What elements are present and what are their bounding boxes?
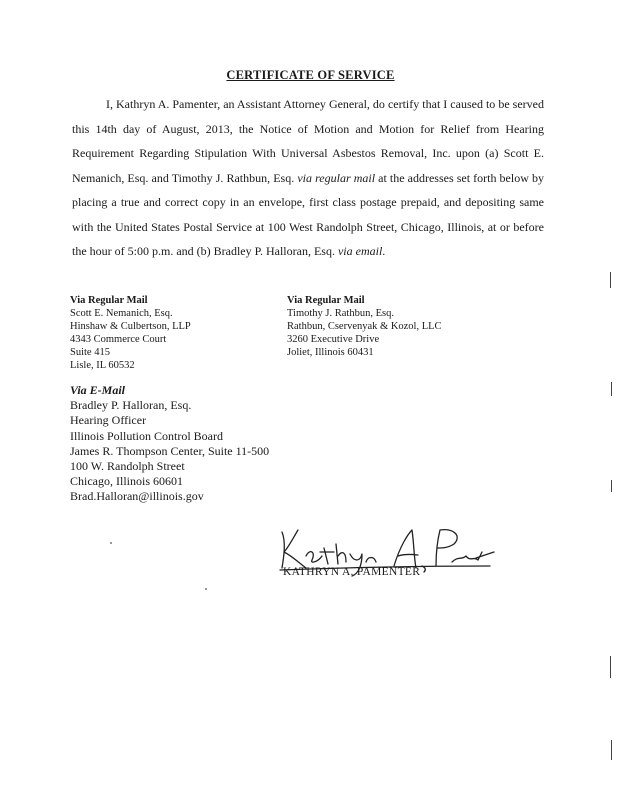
address-block-nemanich bbox=[70, 294, 191, 372]
address-line: Joliet, Illinois 60431 bbox=[287, 347, 374, 358]
body-italic-email: via email bbox=[337, 244, 383, 258]
scan-margin-mark bbox=[611, 382, 612, 396]
address-line: Hearing Officer bbox=[70, 413, 147, 428]
address-line: 100 W. Randolph Street bbox=[70, 459, 185, 474]
address-line: Illinois Pollution Control Board bbox=[70, 428, 224, 443]
address-line: Scott E. Nemanich, Esq. bbox=[70, 308, 173, 319]
address-line: Hinshaw & Culbertson, LLP bbox=[70, 321, 191, 332]
address-line: Timothy J. Rathbun, Esq. bbox=[287, 308, 394, 319]
scan-margin-mark bbox=[610, 656, 611, 678]
body-text-part-1: I, Kathryn A. Pamenter, an Assistant Attorney General, do certify that I caused to be served this 14th day of August, 2013, the Notice of Motion and Motion for Relief from Hearing Requirement Regarding Stipulation With Universal Asbestos Removal, Inc. upon (a) Scott E. Nemanich, Esq. and Timothy J. Rathbun, Esq. bbox=[72, 97, 544, 185]
signer-name: KATHRYN A. PAMENTER bbox=[283, 566, 421, 578]
address-line: 3260 Executive Drive bbox=[287, 334, 380, 345]
address-line: Chicago, Illinois 60601 bbox=[70, 474, 183, 489]
scan-margin-mark bbox=[611, 480, 612, 492]
scan-margin-mark bbox=[611, 740, 612, 760]
address-header: Via Regular Mail bbox=[70, 295, 148, 306]
address-header: Via E-Mail bbox=[70, 383, 126, 397]
body-text-end: . bbox=[382, 244, 386, 258]
address-block-rathbun bbox=[287, 294, 442, 359]
address-block-halloran bbox=[70, 383, 269, 505]
address-header: Via Regular Mail bbox=[287, 295, 365, 306]
scan-margin-mark bbox=[610, 272, 611, 288]
body-italic-regular-mail: via regular mail bbox=[297, 170, 376, 185]
address-line: James R. Thompson Center, Suite 11-500 bbox=[70, 443, 270, 458]
body-text-part-2: at the addresses set forth below by placing a true and correct copy in an envelope, first class postage prepaid, and depositing same with the United States Postal Service at 100 West Randolph Street, Chicago, Illinois, at or before the hour of 5:00 p.m. and (b) Bradley P. Halloran, Esq. bbox=[72, 170, 544, 258]
email-address: Brad.Halloran@illinois.gov bbox=[70, 489, 204, 504]
scan-speck bbox=[205, 588, 207, 590]
certificate-body bbox=[72, 92, 544, 264]
address-line: Bradley P. Halloran, Esq. bbox=[70, 398, 192, 413]
address-line: Lisle, IL 60532 bbox=[70, 360, 135, 371]
address-line: 4343 Commerce Court bbox=[70, 334, 167, 345]
address-line: Suite 415 bbox=[70, 347, 110, 358]
document-title: CERTIFICATE OF SERVICE bbox=[226, 68, 395, 82]
scan-speck bbox=[110, 542, 112, 544]
address-line: Rathbun, Cservenyak & Kozol, LLC bbox=[287, 321, 442, 332]
